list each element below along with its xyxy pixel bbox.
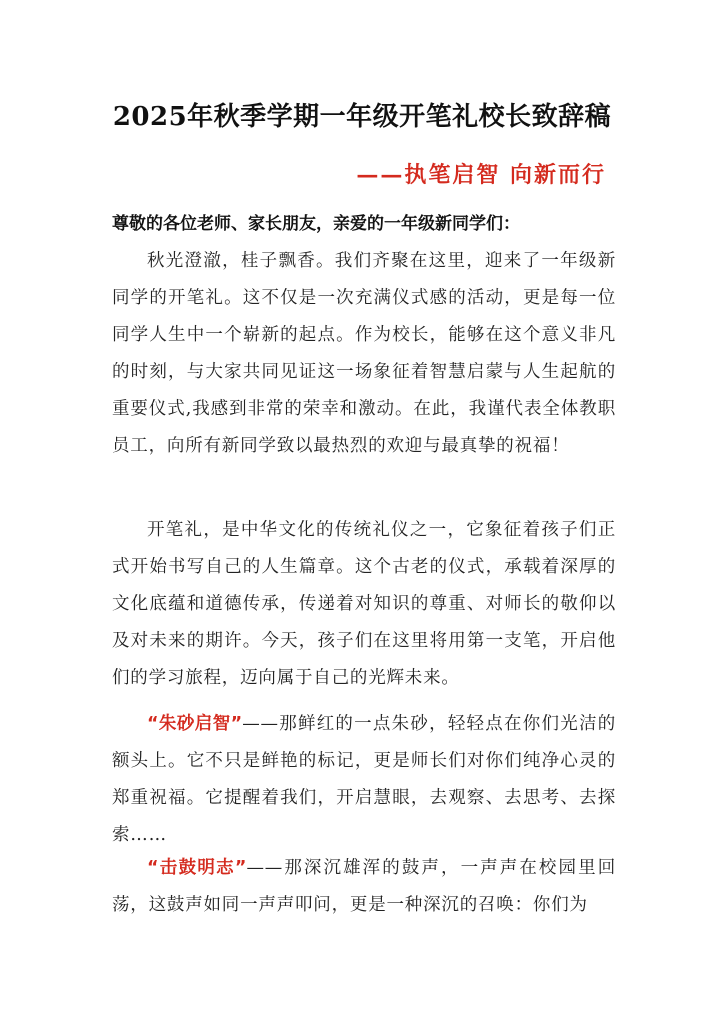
paragraph-2 (112, 512, 616, 697)
paragraph-4 (112, 850, 616, 924)
paragraph-1-text: 秋光澄澈，桂子飘香。我们齐聚在这里，迎来了一年级新同学的开笔礼。这不仅是一次充满仪式感的活动，更是每一位同学人生中一个崭新的起点。作为校长，能够在这个意义非凡的时刻，与大家共同见证这一场象征着智慧启蒙与人生起航的重要仪式,我感到非常的荣幸和激动。在此，我谨代表全体教职员工，向所有新同学致以最热烈的欢迎与最真挚的祝福！ (112, 251, 616, 456)
paragraph-2-text: 开笔礼，是中华文化的传统礼仪之一，它象征着孩子们正式开始书写自己的人生篇章。这个古老的仪式，承载着深厚的文化底蕴和道德传承，传递着对知识的尊重、对师长的敬仰以及对未来的期许。今天，孩子们在这里将用第一支笔，开启他们的学习旅程，迈向属于自己的光辉未来。 (112, 520, 616, 688)
highlight-drum: “击鼓明志” (147, 858, 247, 878)
highlight-cinnabar: “朱砂启智” (147, 714, 243, 734)
paragraph-3-text: ——那鲜红的一点朱砂，轻轻点在你们光洁的额头上。它不只是鲜艳的标记，更是师长们对你们纯净心灵的郑重祝福。它提醒着我们，开启慧眼，去观察、去思考、去探索…… (112, 714, 616, 845)
greeting-line: 尊敬的各位老师、家长朋友，亲爱的一年级新同学们： (112, 214, 520, 234)
document-title: 2025年秋季学期一年级开笔礼校长致辞稿 (112, 102, 612, 132)
paragraph-4-text: ——那深沉雄浑的鼓声，一声声在校园里回荡，这鼓声如同一声声叩问，更是一种深沉的召唤：你们为 (112, 858, 616, 915)
document-subtitle: ——执笔启智 向新而行 (356, 162, 606, 188)
paragraph-1 (112, 243, 616, 465)
paragraph-3 (112, 706, 616, 854)
